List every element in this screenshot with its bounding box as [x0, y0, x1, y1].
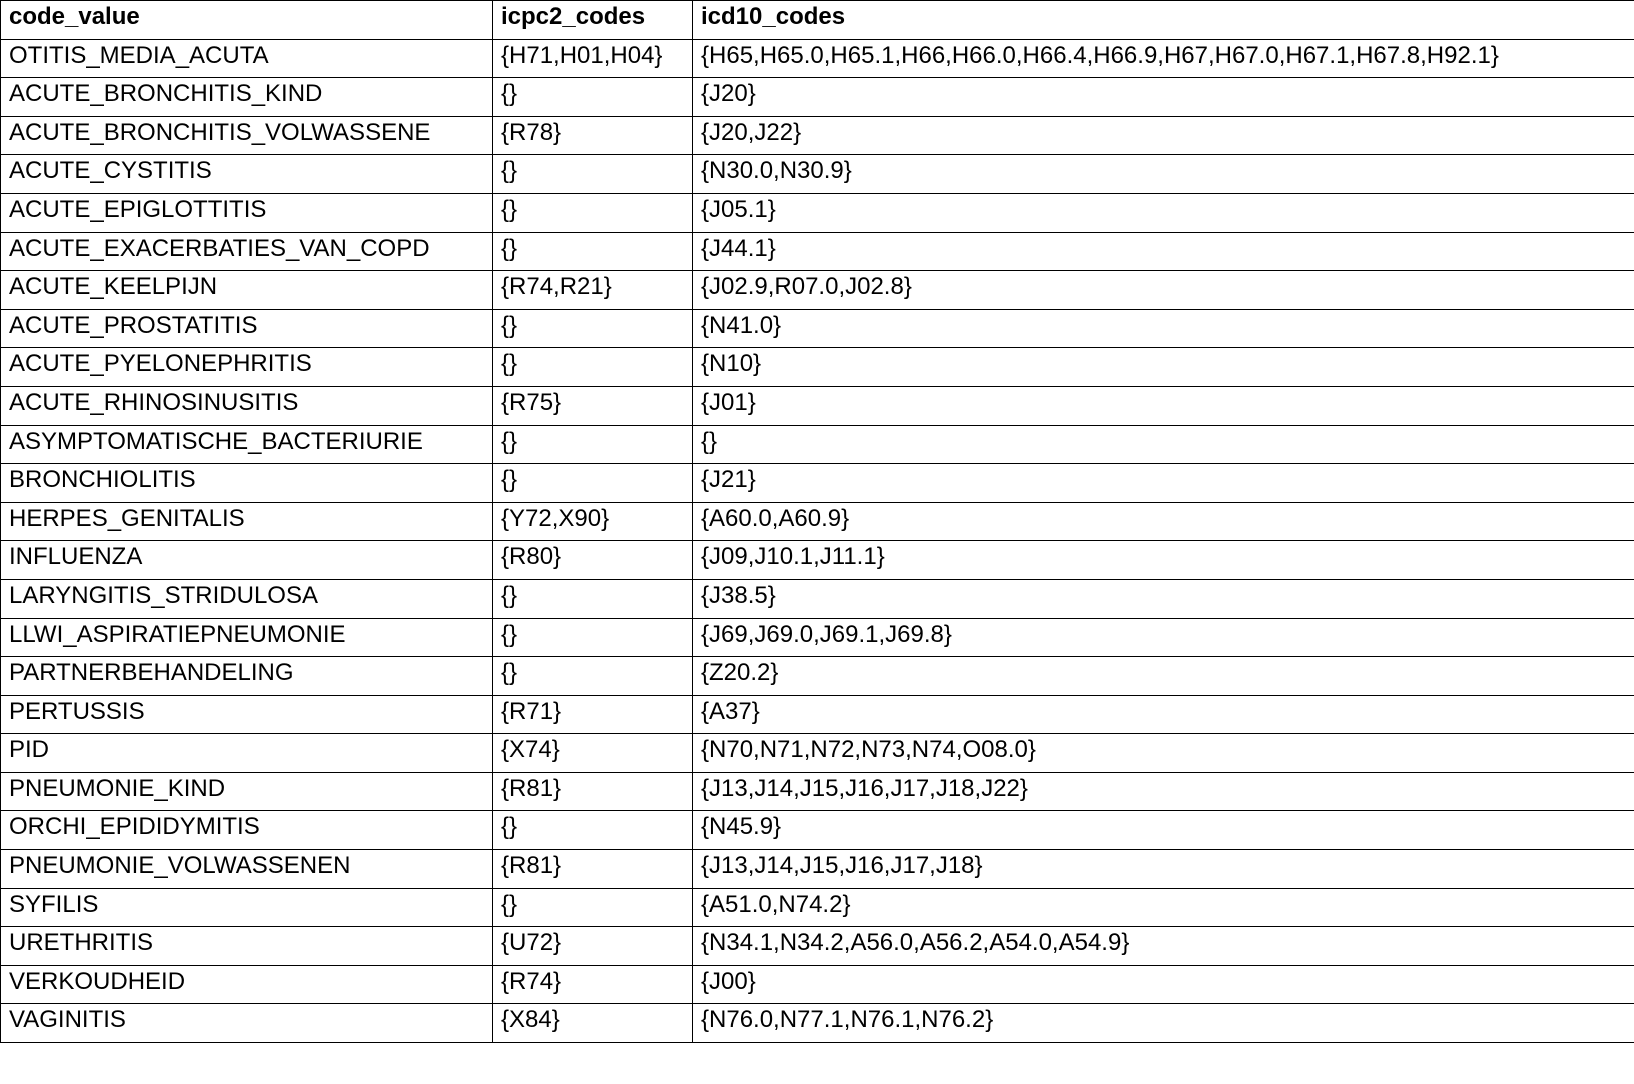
cell-icpc2-codes: {Y72,X90}: [493, 502, 693, 541]
table-row: [1, 850, 1634, 889]
column-header-icpc2-codes: icpc2_codes: [493, 1, 693, 40]
cell-icpc2-codes: {R71}: [493, 695, 693, 734]
cell-icpc2-codes: {}: [493, 78, 693, 117]
cell-code-value: INFLUENZA: [1, 541, 493, 580]
table-row: [1, 464, 1634, 503]
cell-code-value: ACUTE_KEELPIJN: [1, 271, 493, 310]
table-header: [1, 1, 1634, 40]
table-row: [1, 39, 1634, 78]
table-row: [1, 618, 1634, 657]
table-row: [1, 425, 1634, 464]
cell-code-value: HERPES_GENITALIS: [1, 502, 493, 541]
cell-icpc2-codes: {}: [493, 657, 693, 696]
table-row: [1, 155, 1634, 194]
cell-icd10-codes: {J01}: [693, 386, 1634, 425]
cell-icpc2-codes: {}: [493, 888, 693, 927]
cell-icpc2-codes: {U72}: [493, 927, 693, 966]
cell-code-value: PARTNERBEHANDELING: [1, 657, 493, 696]
table-row: [1, 1004, 1634, 1043]
table-row: [1, 116, 1634, 155]
column-header-code-value: code_value: [1, 1, 493, 40]
cell-icd10-codes: {N30.0,N30.9}: [693, 155, 1634, 194]
cell-icpc2-codes: {}: [493, 348, 693, 387]
cell-code-value: PNEUMONIE_KIND: [1, 772, 493, 811]
cell-code-value: LLWI_ASPIRATIEPNEUMONIE: [1, 618, 493, 657]
cell-code-value: SYFILIS: [1, 888, 493, 927]
cell-icpc2-codes: {R78}: [493, 116, 693, 155]
cell-icd10-codes: {A51.0,N74.2}: [693, 888, 1634, 927]
table-row: [1, 965, 1634, 1004]
table-body: [1, 39, 1634, 1042]
cell-icpc2-codes: {R75}: [493, 386, 693, 425]
table-header-row: [1, 1, 1634, 40]
table-row: [1, 386, 1634, 425]
cell-code-value: ACUTE_PROSTATITIS: [1, 309, 493, 348]
cell-code-value: VAGINITIS: [1, 1004, 493, 1043]
cell-code-value: ACUTE_CYSTITIS: [1, 155, 493, 194]
cell-icd10-codes: {J02.9,R07.0,J02.8}: [693, 271, 1634, 310]
cell-icpc2-codes: {}: [493, 618, 693, 657]
table-row: [1, 309, 1634, 348]
cell-icpc2-codes: {R74}: [493, 965, 693, 1004]
cell-code-value: ACUTE_BRONCHITIS_VOLWASSENE: [1, 116, 493, 155]
cell-icd10-codes: {A37}: [693, 695, 1634, 734]
table-row: [1, 541, 1634, 580]
table-row: [1, 927, 1634, 966]
cell-icd10-codes: {J21}: [693, 464, 1634, 503]
cell-icd10-codes: {J44.1}: [693, 232, 1634, 271]
cell-icd10-codes: {J05.1}: [693, 193, 1634, 232]
table-row: [1, 232, 1634, 271]
cell-code-value: ASYMPTOMATISCHE_BACTERIURIE: [1, 425, 493, 464]
cell-code-value: BRONCHIOLITIS: [1, 464, 493, 503]
cell-icd10-codes: {J20}: [693, 78, 1634, 117]
table-row: [1, 657, 1634, 696]
cell-icpc2-codes: {}: [493, 579, 693, 618]
cell-icd10-codes: {}: [693, 425, 1634, 464]
table-row: [1, 271, 1634, 310]
cell-icd10-codes: {N41.0}: [693, 309, 1634, 348]
cell-icpc2-codes: {X74}: [493, 734, 693, 773]
cell-icd10-codes: {N34.1,N34.2,A56.0,A56.2,A54.0,A54.9}: [693, 927, 1634, 966]
table-row: [1, 811, 1634, 850]
cell-code-value: OTITIS_MEDIA_ACUTA: [1, 39, 493, 78]
table-row: [1, 734, 1634, 773]
cell-code-value: URETHRITIS: [1, 927, 493, 966]
cell-icd10-codes: {J00}: [693, 965, 1634, 1004]
table-row: [1, 772, 1634, 811]
cell-code-value: LARYNGITIS_STRIDULOSA: [1, 579, 493, 618]
cell-icpc2-codes: {H71,H01,H04}: [493, 39, 693, 78]
cell-icpc2-codes: {}: [493, 155, 693, 194]
column-header-icd10-codes: icd10_codes: [693, 1, 1634, 40]
cell-icpc2-codes: {R80}: [493, 541, 693, 580]
table-row: [1, 502, 1634, 541]
cell-icpc2-codes: {R74,R21}: [493, 271, 693, 310]
cell-code-value: ACUTE_BRONCHITIS_KIND: [1, 78, 493, 117]
cell-code-value: ACUTE_PYELONEPHRITIS: [1, 348, 493, 387]
cell-icpc2-codes: {R81}: [493, 772, 693, 811]
cell-icpc2-codes: {}: [493, 193, 693, 232]
cell-code-value: VERKOUDHEID: [1, 965, 493, 1004]
table-row: [1, 193, 1634, 232]
cell-icd10-codes: {N45.9}: [693, 811, 1634, 850]
cell-icpc2-codes: {}: [493, 425, 693, 464]
cell-icd10-codes: {J38.5}: [693, 579, 1634, 618]
cell-icpc2-codes: {X84}: [493, 1004, 693, 1043]
table-row: [1, 695, 1634, 734]
cell-code-value: PERTUSSIS: [1, 695, 493, 734]
cell-code-value: ACUTE_RHINOSINUSITIS: [1, 386, 493, 425]
cell-icd10-codes: {J20,J22}: [693, 116, 1634, 155]
cell-code-value: ORCHI_EPIDIDYMITIS: [1, 811, 493, 850]
cell-icd10-codes: {J13,J14,J15,J16,J17,J18}: [693, 850, 1634, 889]
cell-icd10-codes: {J69,J69.0,J69.1,J69.8}: [693, 618, 1634, 657]
cell-icd10-codes: {J09,J10.1,J11.1}: [693, 541, 1634, 580]
cell-icd10-codes: {N10}: [693, 348, 1634, 387]
cell-icd10-codes: {A60.0,A60.9}: [693, 502, 1634, 541]
table-row: [1, 579, 1634, 618]
cell-icpc2-codes: {R81}: [493, 850, 693, 889]
cell-icd10-codes: {H65,H65.0,H65.1,H66,H66.0,H66.4,H66.9,H67,H67.0,H67.1,H67.8,H92.1}: [693, 39, 1634, 78]
cell-icpc2-codes: {}: [493, 811, 693, 850]
cell-icpc2-codes: {}: [493, 232, 693, 271]
cell-code-value: ACUTE_EXACERBATIES_VAN_COPD: [1, 232, 493, 271]
cell-icd10-codes: {N76.0,N77.1,N76.1,N76.2}: [693, 1004, 1634, 1043]
table-row: [1, 78, 1634, 117]
cell-code-value: ACUTE_EPIGLOTTITIS: [1, 193, 493, 232]
table-row: [1, 348, 1634, 387]
cell-icpc2-codes: {}: [493, 309, 693, 348]
cell-icd10-codes: {N70,N71,N72,N73,N74,O08.0}: [693, 734, 1634, 773]
cell-icpc2-codes: {}: [493, 464, 693, 503]
table-row: [1, 888, 1634, 927]
cell-icd10-codes: {J13,J14,J15,J16,J17,J18,J22}: [693, 772, 1634, 811]
cell-code-value: PID: [1, 734, 493, 773]
cell-code-value: PNEUMONIE_VOLWASSENEN: [1, 850, 493, 889]
cell-icd10-codes: {Z20.2}: [693, 657, 1634, 696]
